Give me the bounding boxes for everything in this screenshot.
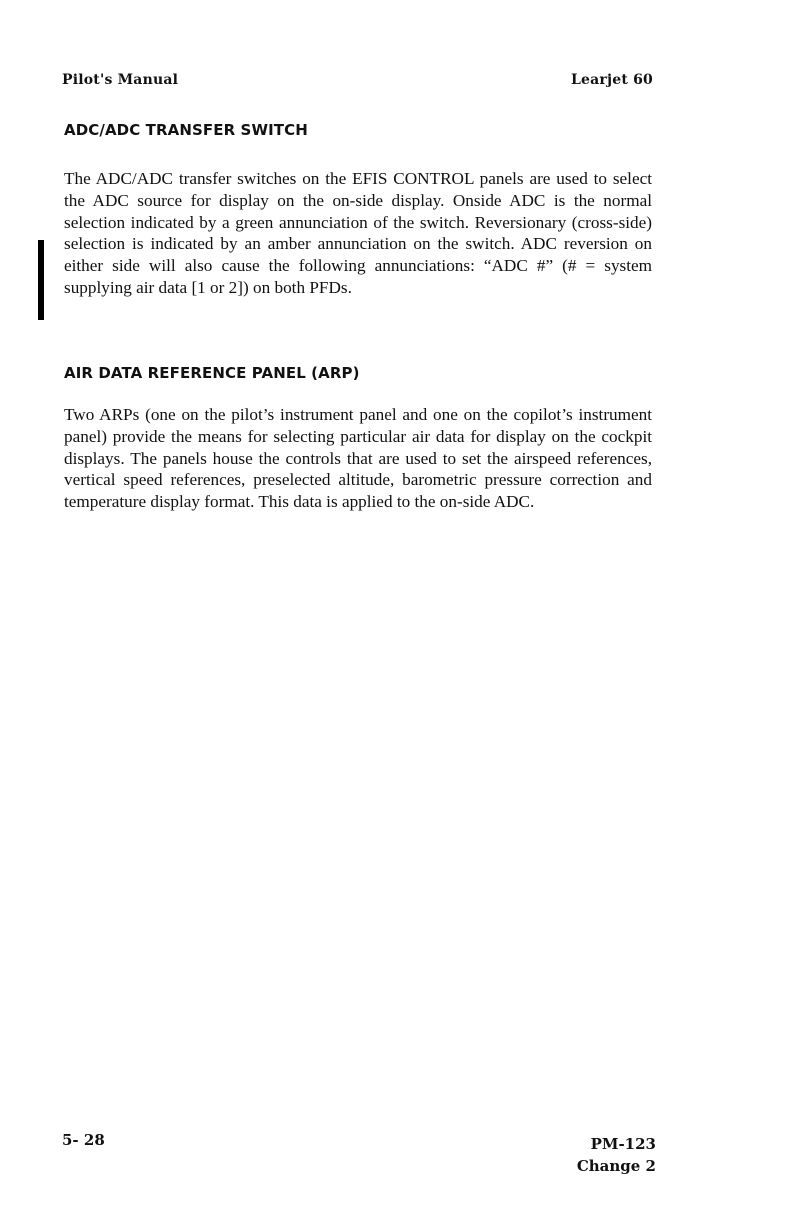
running-header-aircraft-model: Learjet 60 — [571, 72, 653, 88]
section-heading-air-data-reference-panel: AIR DATA REFERENCE PANEL (ARP) — [64, 364, 360, 382]
paragraph-air-data-reference-panel: Two ARPs (one on the pilot’s instrument panel and one on the copilot’s instrument panel) provide the means for selecting particular air data for display on the cockpit displays. The panels house the controls that are used to set the airspeed references, vertical speed references, preselected altitude, barometric pressure correction and temperature display format. This data is applied to the on-side ADC. — [64, 405, 652, 512]
section-heading-adc-transfer-switch: ADC/ADC TRANSFER SWITCH — [64, 121, 308, 139]
running-header-manual-title: Pilot's Manual — [62, 72, 179, 88]
document-revision-block — [577, 1133, 656, 1177]
document-number: PM-123 — [590, 1135, 656, 1153]
change-number: Change 2 — [576, 1157, 656, 1175]
page-number: 5- 28 — [62, 1131, 105, 1149]
paragraph-adc-transfer-switch: The ADC/ADC transfer switches on the EFIS CONTROL panels are used to select the ADC source for display on the on-side display. Onside ADC is the normal selection indicated by a green annunciation of the switch. Reversionary (cross-side) selection is indicated by an amber annunciation on the switch. ADC reversion on either side will also cause the following annunciations: “ADC #” (# = system supplying air data [1 or 2]) on both PFDs. — [64, 169, 652, 297]
revision-change-bar — [38, 240, 44, 320]
